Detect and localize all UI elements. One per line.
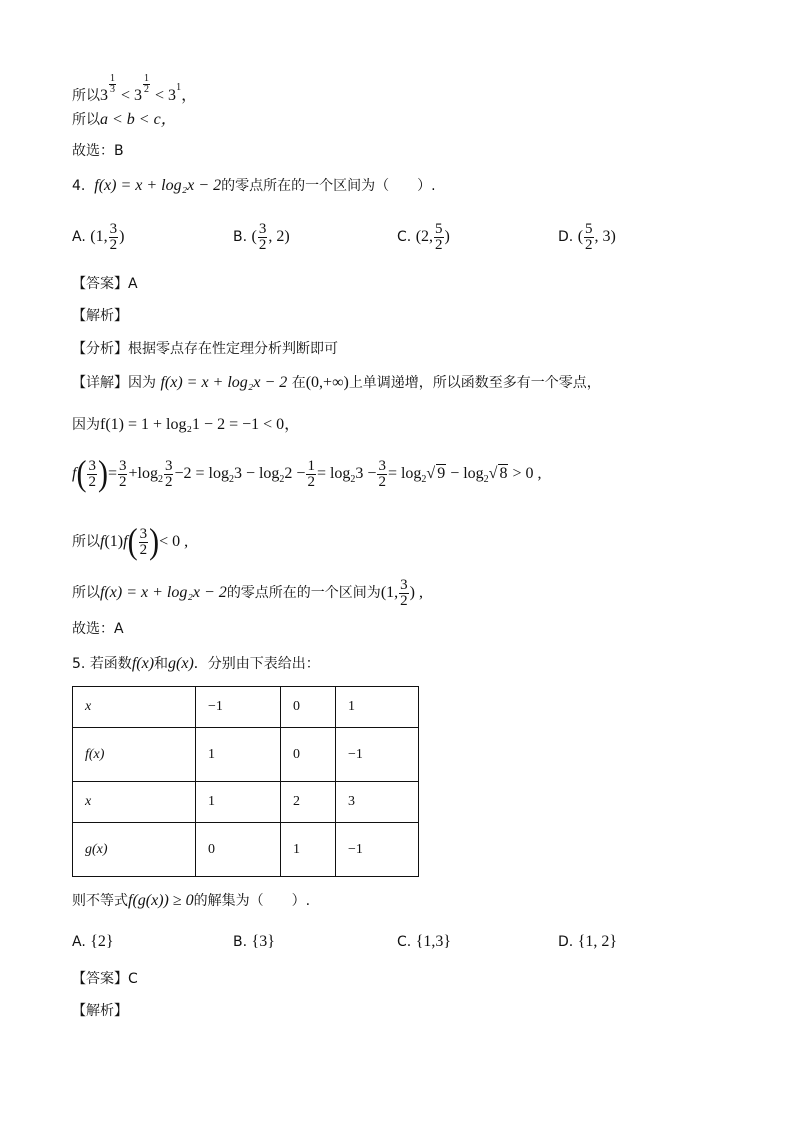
line-abc-order [72,110,177,130]
q5-option-c [397,933,451,951]
step-prefix: 因为 [72,417,100,433]
question-number: 4. [72,178,86,194]
option-label: D. [558,229,574,246]
detail-mid: 在 [291,375,306,391]
table-row [73,728,419,782]
question-number: 5. [72,656,86,672]
q4-step1 [72,415,300,435]
table-cell: 1 [196,782,281,823]
option-value: ( $\frac{3}{2}$ , 2) [251,221,290,253]
answer-value: A [128,276,138,292]
option-label: A. [72,229,86,246]
answer-tag: 【答案】 [72,276,128,292]
table-row [73,823,419,877]
stem-text: 的零点所在的一个区间为（ ）. [221,178,436,194]
table-cell: 1 [196,728,281,782]
option-value: ( $\frac{5}{2}$ , 3) [577,221,616,253]
detail-suffix: 上单调递增，所以函数至多有一个零点， [348,375,601,391]
text-prefix: 所以 [72,88,100,104]
table-cell: 0 [281,687,336,728]
q4-fenxi [72,339,338,359]
math-abc-order: a < b < c， [100,111,177,128]
option-label: B. [233,934,248,950]
q5-analysis-tag: 【解析】 [72,1003,128,1019]
fenxi-text: 根据零点存在性定理分析判断即可 [128,341,338,357]
q4-option-a [72,222,124,253]
option-label: A. [72,934,86,950]
q-prefix: 则不等式 [72,893,128,909]
math-interval: (1, $\frac{3}{2}$ ) , [380,576,423,609]
option-value: {3} [251,933,275,950]
math-interval: (0,+∞) [305,374,349,391]
q5-value-table [72,686,419,877]
stem-suffix: ．分别由下表给出： [193,656,320,672]
math-f: f(x) [131,655,155,672]
q5-stem [72,654,320,674]
text-prefix: 所以 [72,112,100,128]
q5-option-a [72,933,114,951]
q5-option-d [558,933,617,951]
q4-option-c [397,222,450,253]
detail-prefix: 因为 [128,375,156,391]
table-cell: −1 [196,687,281,728]
stem-and: 和 [154,656,169,672]
q4-choose: 故选：A [72,621,124,637]
math-step1: f(1) = 1 + log₂1 − 2 = −1 < 0， [100,416,301,433]
q5-question [72,891,310,911]
answer-tag: 【答案】 [72,971,128,987]
q4-answer [72,274,138,294]
table-cell: −1 [336,728,419,782]
option-label: C. [397,229,412,246]
math-step3: f(1)f( $\frac{3}{2}$ )< 0 , [100,521,189,562]
table-cell: 1 [281,823,336,877]
stem-prefix: 若函数 [89,656,132,672]
table-cell: g(x) [73,823,196,877]
math-g: g(x) [168,655,194,672]
q4-option-d [558,222,616,253]
q5-answer [72,969,138,989]
table-cell: 0 [281,728,336,782]
option-value: {1, 2} [577,933,618,950]
q4-step4 [72,575,423,611]
q4-stem [72,176,436,196]
q4-detail [72,373,601,393]
option-label: D. [558,934,574,950]
table-row [73,782,419,823]
detail-tag: 【详解】 [72,375,128,391]
step-mid: 的零点所在的一个区间为 [226,585,381,601]
table-cell: x [73,687,196,728]
step-prefix: 所以 [72,585,100,601]
answer-value: C [128,971,138,987]
option-value: {2} [90,933,114,950]
math-function: f(x) = x + log₂x − 2 [160,374,288,391]
step-prefix: 所以 [72,534,100,550]
q-suffix: 的解集为（ ）. [193,893,311,909]
option-value: (2, $\frac{5}{2}$ ) [415,221,450,253]
option-label: C. [397,934,412,950]
table-cell: 2 [281,782,336,823]
line-choose-b: 故选：B [72,143,124,159]
q4-step2: f( $\frac{3}{2}$ )= $\frac{3}{2}$ $+\log_2$ $\frac{3}{2}$ $-2 = \log_23 - \log_22$ − $\frac{1}{2}$ = $\log_23$ − $\frac{3}{2}$ = $\log_2√$ $9 - \log_2√$ 8 > 0 , [72,453,542,494]
table-cell: 3 [336,782,419,823]
q4-option-b [233,222,290,253]
table-cell: x [73,782,196,823]
table-cell: 1 [336,687,419,728]
table-cell: f(x) [73,728,196,782]
option-label: B. [233,229,248,246]
q5-option-b [233,933,275,951]
math-function: f(x) = x + log₂x − 2 [100,584,227,601]
q4-step3 [72,520,188,564]
q4-analysis-tag: 【解析】 [72,308,128,324]
table-cell: 0 [196,823,281,877]
option-value: (1, $\frac{3}{2}$ ) [90,221,125,253]
table-row [73,687,419,728]
table-cell: −1 [336,823,419,877]
line-exponent-compare [72,74,197,108]
option-value: {1,3} [415,933,452,950]
fenxi-tag: 【分析】 [72,341,128,357]
math-inequality: f(g(x)) ≥ 0 [128,892,194,909]
math-function: f(x) = x + log₂x − 2 [94,177,222,194]
math-exponent-chain: 3 $\frac{1}{3}$ < 3 $\frac{1}{2}$ < $3^1$， [100,73,198,104]
